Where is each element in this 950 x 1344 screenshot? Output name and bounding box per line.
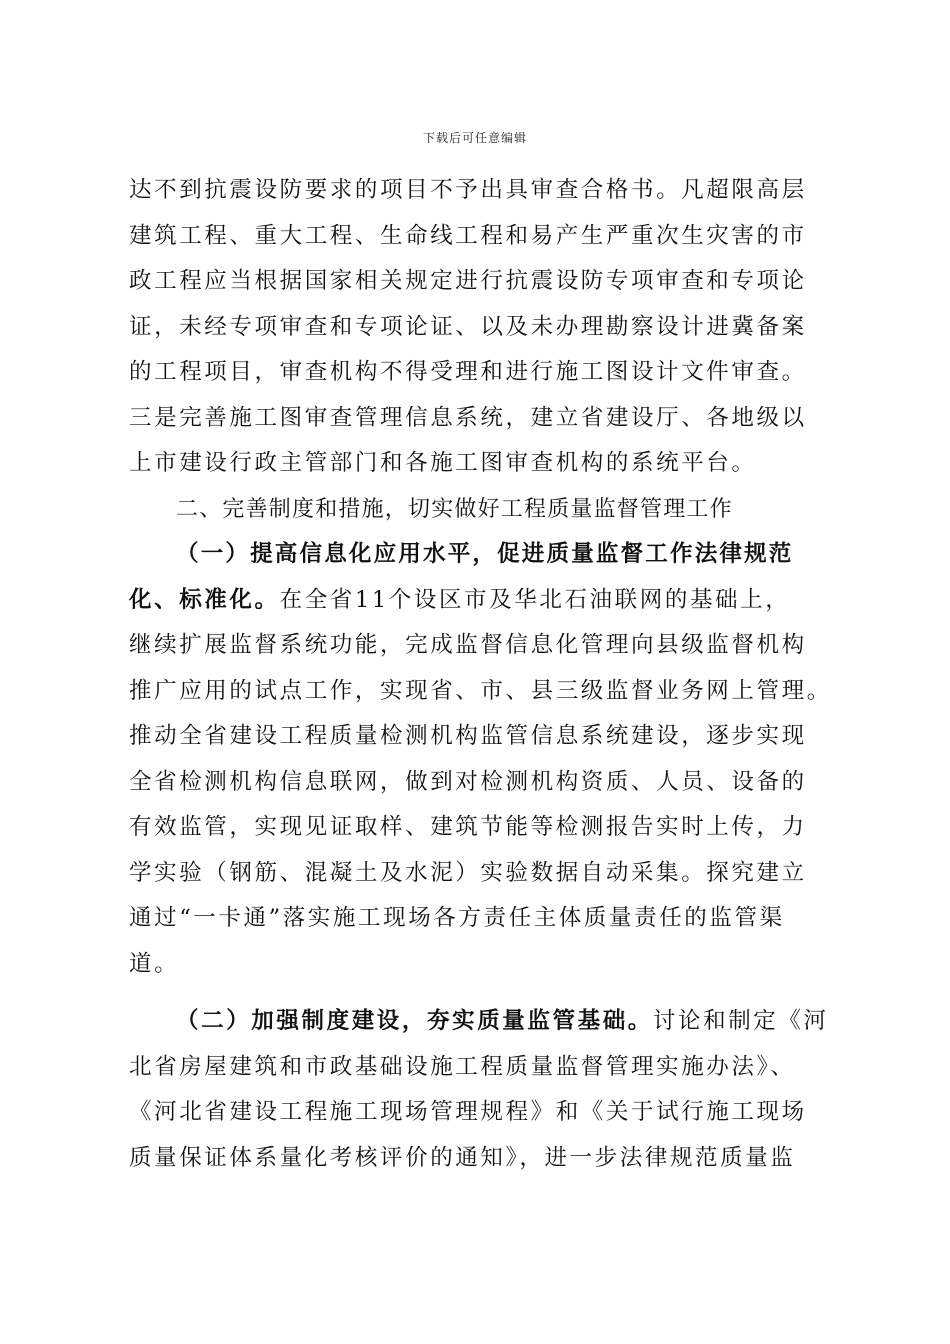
paragraph-line: 通过“一卡通”落实施工现场各方责任主体质量责任的监管渠 [129, 905, 785, 931]
paragraph-line: 政工程应当根据国家相关规定进行抗震设防专项审查和专项论 [129, 268, 807, 294]
paragraph-line: 三是完善施工图审查管理信息系统，建立省建设厅、各地级以 [129, 404, 807, 431]
paragraph-line [129, 578, 829, 624]
paragraph-line: 达不到抗震设防要求的项目不予出具审查合格书。凡超限高层 [129, 177, 807, 203]
document-body [129, 168, 832, 1181]
subsection-heading-line: （一）提高信息化应用水平，促进质量监督工作法律规范 [176, 541, 794, 567]
paragraph-line: 上市建设行政主管部门和各施工图审查机构的系统平台。 [129, 450, 757, 476]
paragraph-line: 道。 [129, 950, 180, 977]
paragraph-line: 建筑工程、重大工程、生命线工程和易产生严重次生灾害的市 [129, 222, 807, 249]
paragraph-line: 有效监管，实现见证取样、建筑节能等检测报告实时上传，力 [129, 814, 807, 840]
paragraph-text: 讨论和制定《河 [652, 1008, 829, 1034]
paragraph-line: 质量保证体系量化考核评价的通知》，进一步法律规范质量监 [129, 1144, 796, 1171]
paragraph-line [129, 999, 829, 1045]
paragraph-line: 推广应用的试点工作，实现省、市、县三级监督业务网上管理。 [129, 677, 832, 704]
paragraph-gap [129, 987, 829, 999]
paragraph-line: 的工程项目，审查机构不得受理和进行施工图设计文件审查。 [129, 359, 807, 385]
paragraph-line: 北省房屋建筑和市政基础设施工程质量监督管理实施办法》、 [129, 1053, 796, 1080]
subsection-heading-tail: 化、标准化。 [129, 586, 280, 613]
paragraph-line: 继续扩展监督系统功能，完成监督信息化管理向县级监督机构 [129, 632, 807, 658]
paragraph-line: 《河北省建设工程施工现场管理规程》和《关于试行施工现场 [129, 1099, 807, 1125]
paragraph-line: 全省检测机构信息联网，做到对检测机构资质、人员、设备的 [129, 768, 807, 795]
header-note: 下载后可任意编辑 [422, 131, 527, 145]
paragraph-line: 证，未经专项审查和专项论证、以及未办理勘察设计进冀备案 [129, 313, 807, 340]
paragraph-line: 学实验（钢筋、混凝土及水泥）实验数据自动采集。探究建立 [129, 859, 807, 886]
paragraph-line: 推动全省建设工程质量检测机构监管信息系统建设，逐步实现 [129, 723, 807, 749]
section-heading: 二、完善制度和措施，切实做好工程质量监督管理工作 [176, 496, 733, 522]
subsection-heading: （二）加强制度建设，夯实质量监管基础。 [176, 1008, 653, 1034]
paragraph-text: 在全省11个设区市及华北石油联网的基础上， [279, 586, 791, 613]
